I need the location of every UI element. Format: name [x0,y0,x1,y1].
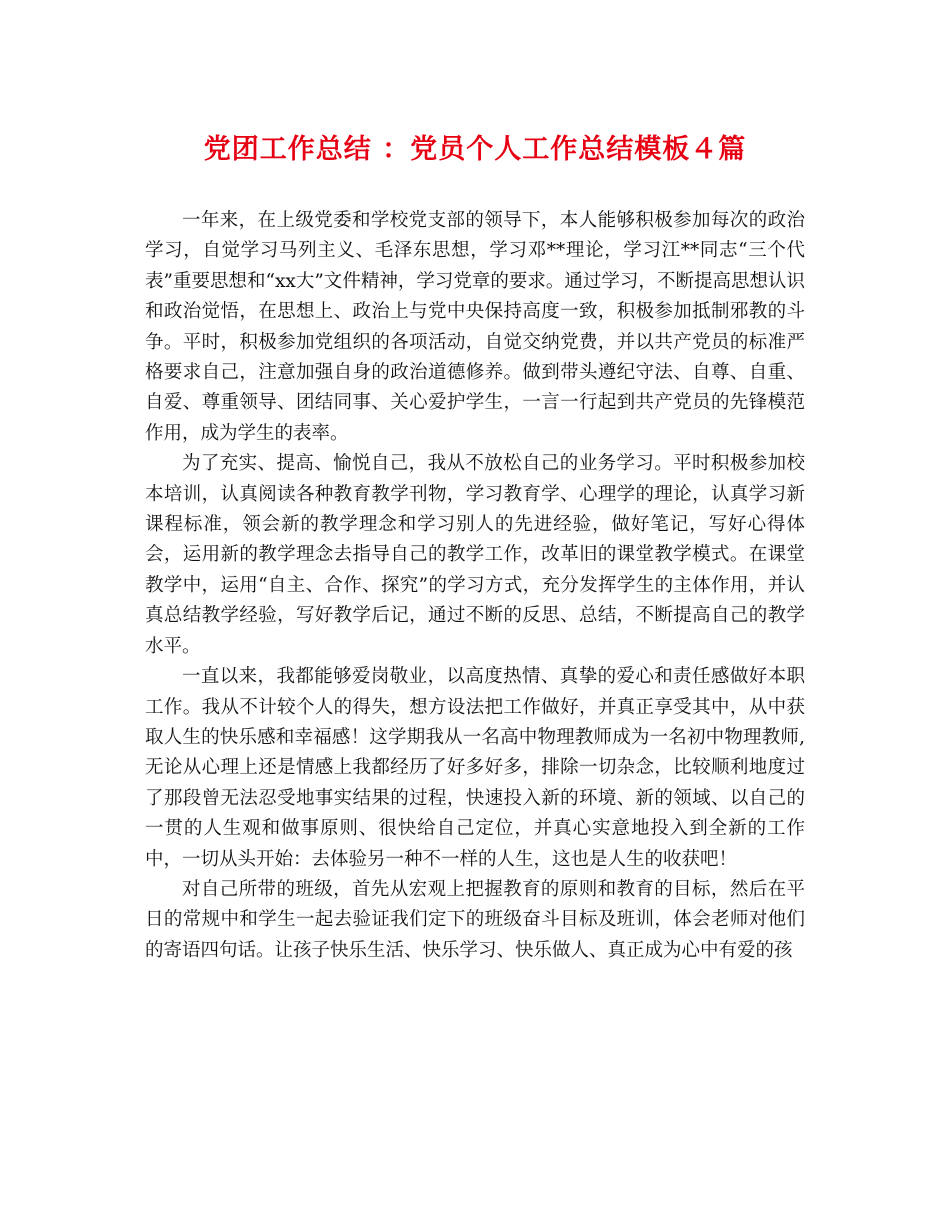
paragraph-4: 对自己所带的班级，首先从宏观上把握教育的原则和教育的目标，然后在平日的常规中和学生一起去验证我们定下的班级奋斗目标及班训，体会老师对他们的寄语四句话。让孩子快乐生活、快乐学习、快乐做人、真正成为心中有爱的孩 [145,878,805,961]
paragraph-3: 一直以来，我都能够爱岗敬业，以高度热情、真挚的爱心和责任感做好本职工作。我从不计较个人的得失，想方设法把工作做好，并真正享受其中，从中获取人生的快乐感和幸福感！这学期我从一名高中物理教师成为一名初中物理教师,无论从心理上还是情感上我都经历了好多好多，排除一切杂念，比较顺利地度过了那段曾无法忍受地事实结果的过程，快速投入新的环境、新的领域、以自己的一贯的人生观和做事原则、很快给自己定位，并真心实意地投入到全新的工作中，一切从头开始：去体验另一种不一样的人生，这也是人生的收获吧！ [145,666,805,870]
document-body [145,206,805,966]
paragraph-2: 为了充实、提高、愉悦自己，我从不放松自己的业务学习。平时积极参加校本培训，认真阅读各种教育教学刊物，学习教育学、心理学的理论，认真学习新课程标准，领会新的教学理念和学习别人的先进经验，做好笔记，写好心得体会，运用新的教学理念去指导自己的教学工作，改革旧的课堂教学模式。在课堂教学中，运用“自主、合作、探究”的学习方式，充分发挥学生的主体作用，并认真总结教学经验，写好教学后记，通过不断的反思、总结，不断提高自己的教学水平。 [145,453,805,657]
document-title: 党团工作总结 ：党员个人工作总结模板４篇 [203,134,747,165]
paragraph-1: 一年来，在上级党委和学校党支部的领导下，本人能够积极参加每次的政治学习，自觉学习马列主义、毛泽东思想，学习邓**理论，学习江**同志“三个代表”重要思想和“xx大”文件精神，学习党章的要求。通过学习，不断提高思想认识和政治觉悟，在思想上、政治上与党中央保持高度一致，积极参加抵制邪教的斗争。平时，积极参加党组织的各项活动，自觉交纳党费，并以共产党员的标准严格要求自己，注意加强自身的政治道德修养。做到带头遵纪守法、自尊、自重、自爱、尊重领导、团结同事、关心爱护学生，一言一行起到共产党员的先锋模范作用，成为学生的表率。 [145,210,805,444]
